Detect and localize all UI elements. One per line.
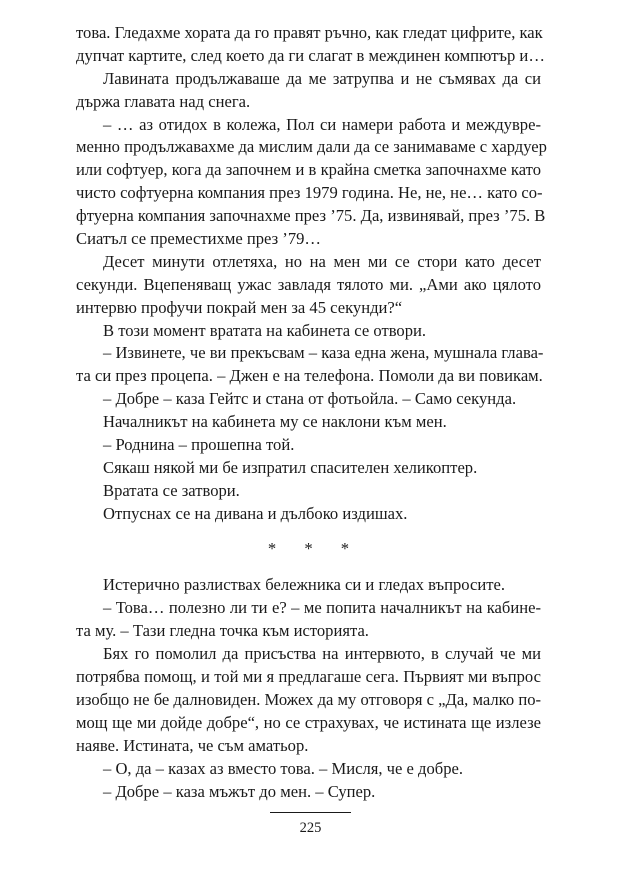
text-line: Бях го помолил да присъства на интервюто, в случай че ми xyxy=(103,644,541,664)
text-line: секунди. Вцепеняващ ужас завладя тялото ми. „Ами ако цялото xyxy=(76,274,541,294)
text-line: В този момент вратата на кабинета се отвори. xyxy=(103,320,427,340)
text-section-after-break xyxy=(76,574,541,803)
footer-rule xyxy=(270,812,351,813)
text-line: наяве. Истината, че съм аматьор. xyxy=(76,735,309,755)
text-line: Началникът на кабинета му се наклони към мен. xyxy=(103,412,447,432)
text-line: Сиатъл се преместихме през ’79… xyxy=(76,229,322,249)
text-line: държа главата над снега. xyxy=(76,91,251,111)
text-line: изобщо не бе далновиден. Можех да му отговоря с „Да, малко по- xyxy=(76,689,542,709)
text-line: менно продължавахме да мислим дали да се занимаваме с хардуер xyxy=(76,137,547,157)
text-line: това. Гледахме хората да го правят ръчно, как гледат цифрите, как xyxy=(76,23,543,42)
body-text xyxy=(76,22,547,803)
text-line: интервю профучи покрай мен за 45 секунди?“ xyxy=(76,297,403,317)
text-line: – Роднина – прошепна той. xyxy=(103,435,295,455)
text-line: мощ ще ми дойде добре“, но се страхувах, че истината ще излезе xyxy=(76,712,541,732)
text-section-before-break xyxy=(76,22,547,526)
text-line: или софтуер, кога да започнем и в крайна сметка започнахме като xyxy=(76,160,541,180)
text-line: – О, да – казах аз вместо това. – Мисля, че е добре. xyxy=(103,758,464,778)
text-line: потрябва помощ, и той ми я предлагаше сега. Първият ми въпрос xyxy=(76,667,541,687)
text-line: – Това… полезно ли ти е? – ме попита началникът на кабине- xyxy=(103,598,541,618)
text-line: Вратата се затвори. xyxy=(103,480,240,500)
text-line: Лавината продължаваше да ме затрупва и не съмявах да си xyxy=(103,68,541,88)
text-line: – Добре – каза мъжът до мен. – Супер. xyxy=(103,781,376,801)
text-line: – Извинете, че ви прекъсвам – каза една жена, мушнала глава- xyxy=(103,343,544,363)
text-line: – Добре – каза Гейтс и стана от фотьойла. – Само секунда. xyxy=(103,389,517,409)
text-line: Истерично разлиствах бележника си и гледах въпросите. xyxy=(103,575,505,595)
text-line: Сякаш някой ми бе изпратил спасителен хеликоптер. xyxy=(103,457,478,477)
text-line: дупчат картите, след което да ги слагат в междинен компютър и… xyxy=(76,45,545,65)
text-line: та си през процепа. – Джен е на телефона. Помоли да ви повикам. xyxy=(76,366,543,386)
text-line: – … аз отидох в колежа, Пол си намери работа и междувре- xyxy=(103,114,541,134)
page-number: 225 xyxy=(299,820,322,836)
text-line: чисто софтуерна компания през 1979 година. Не, не, не… като со- xyxy=(76,183,543,203)
scene-break: * * * xyxy=(267,538,362,558)
text-line: фтуерна компания започнахме през ’75. Да, извинявай, през ’75. В xyxy=(76,206,546,226)
text-line: та му. – Тази гледна точка към историята. xyxy=(76,621,369,641)
text-line: Отпуснах се на дивана и дълбоко издишах. xyxy=(103,503,408,523)
text-line: Десет минути отлетяха, но на мен ми се стори като десет xyxy=(103,251,541,271)
